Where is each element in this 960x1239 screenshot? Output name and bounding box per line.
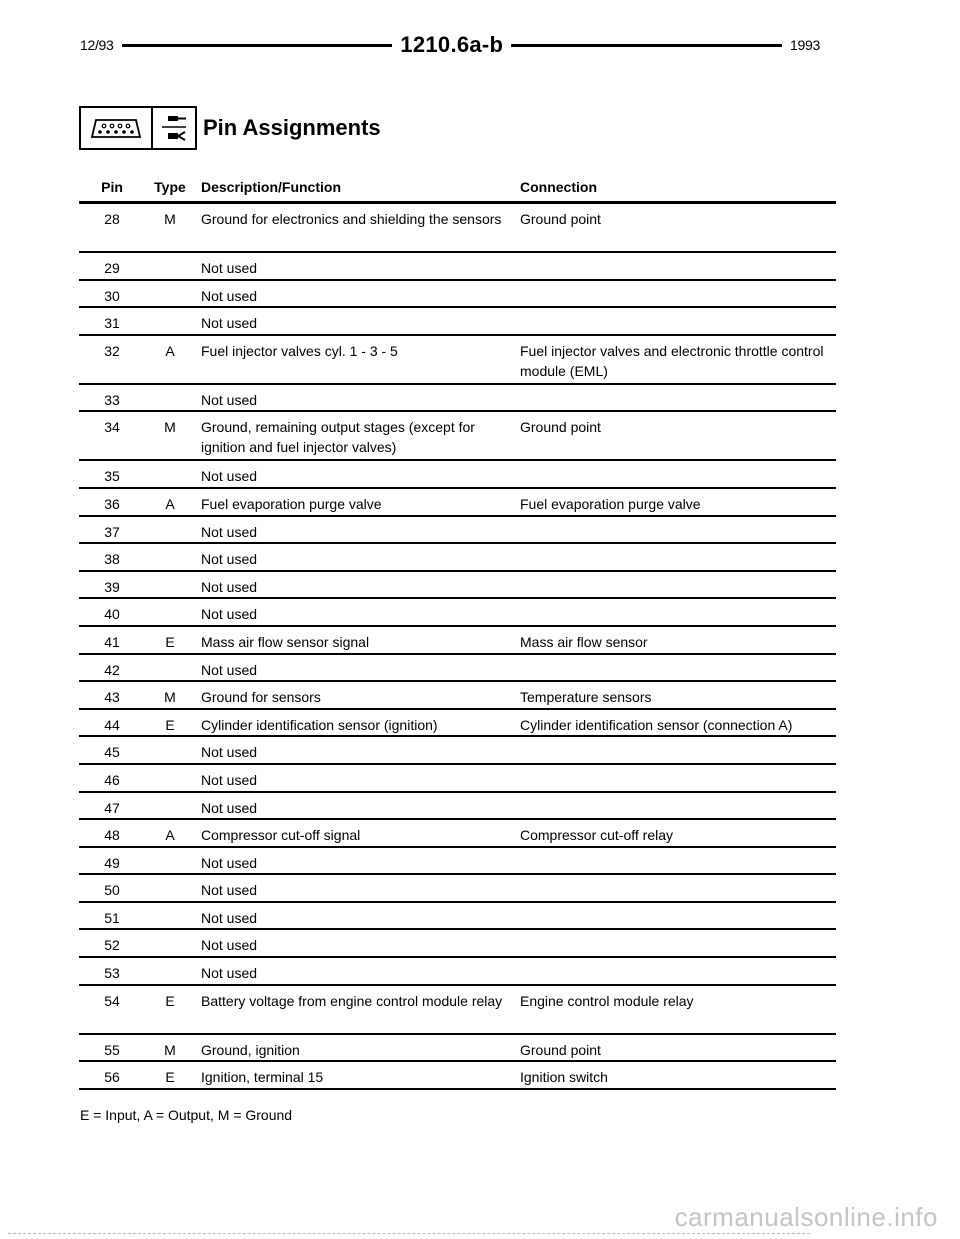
connection-cell: Cylinder identification sensor (connection A) — [520, 716, 793, 733]
description-cell: Fuel injector valves cyl. 1 - 3 - 5 — [201, 342, 398, 359]
pin-assignment-table — [79, 173, 836, 1090]
description-cell: Ground for sensors — [201, 689, 321, 706]
pin-cell: 30 — [104, 287, 120, 304]
pin-cell: 47 — [104, 799, 120, 816]
column-header-connection: Connection — [520, 179, 597, 195]
pin-cell: 34 — [104, 419, 120, 436]
pin-terminal-icon — [153, 108, 195, 148]
table-row — [79, 627, 836, 655]
description-cell: Ground, remaining output stages (except for ignition and fuel injector valves) — [201, 419, 475, 456]
table-row — [79, 930, 836, 958]
description-cell: Not used — [201, 799, 258, 816]
type-cell: M — [164, 1041, 176, 1058]
table-row — [79, 1035, 836, 1063]
description-cell: Not used — [201, 391, 258, 408]
table-row — [79, 1062, 836, 1090]
pin-cell: 40 — [104, 606, 120, 623]
table-row — [79, 875, 836, 903]
header-year: 1993 — [790, 37, 820, 53]
description-cell: Ignition, terminal 15 — [201, 1069, 324, 1086]
pin-cell: 37 — [104, 523, 120, 540]
table-row — [79, 253, 836, 281]
description-cell: Not used — [201, 468, 258, 485]
column-header-description: Description/Function — [201, 179, 341, 195]
pin-cell: 50 — [104, 882, 120, 899]
description-cell: Not used — [201, 909, 258, 926]
title-icon-box — [79, 106, 197, 150]
table-row — [79, 461, 836, 489]
pin-cell: 28 — [104, 211, 120, 227]
description-cell: Not used — [201, 606, 258, 623]
table-row — [79, 655, 836, 683]
table-row — [79, 517, 836, 545]
description-cell: Not used — [201, 260, 258, 276]
pin-cell: 56 — [104, 1069, 120, 1086]
connection-cell: Engine control module relay — [520, 992, 694, 1009]
pin-cell: 49 — [104, 854, 120, 871]
table-row — [79, 599, 836, 627]
pin-cell: 38 — [104, 551, 120, 568]
table-row — [79, 281, 836, 309]
pin-cell: 33 — [104, 391, 120, 408]
description-cell: Ground for electronics and shielding the sensors — [201, 211, 502, 227]
description-cell: Not used — [201, 315, 258, 332]
header-date: 12/93 — [80, 37, 114, 53]
page-header — [80, 30, 820, 60]
type-legend: E = Input, A = Output, M = Ground — [80, 1107, 293, 1123]
table-row — [79, 572, 836, 600]
table-row — [79, 544, 836, 572]
connection-cell: Ignition switch — [520, 1069, 608, 1086]
table-row — [79, 710, 836, 738]
pin-cell: 52 — [104, 937, 120, 954]
type-cell: E — [165, 992, 175, 1009]
connection-cell: Temperature sensors — [520, 689, 652, 706]
footer-rule — [8, 1233, 810, 1235]
table-row — [79, 793, 836, 821]
description-cell: Not used — [201, 965, 258, 982]
table-row — [79, 385, 836, 413]
table-row — [79, 958, 836, 986]
pin-cell: 42 — [104, 661, 120, 678]
type-cell: M — [164, 211, 176, 227]
pin-cell: 44 — [104, 716, 120, 733]
type-cell: M — [164, 689, 176, 706]
pin-cell: 46 — [104, 771, 120, 788]
pin-cell: 36 — [104, 495, 120, 512]
description-cell: Compressor cut-off signal — [201, 827, 361, 844]
table-row — [79, 308, 836, 336]
description-cell: Mass air flow sensor signal — [201, 633, 370, 650]
pin-cell: 55 — [104, 1041, 120, 1058]
table-row — [79, 204, 836, 253]
column-header-pin: Pin — [101, 179, 123, 195]
pin-cell: 48 — [104, 827, 120, 844]
type-cell: A — [165, 827, 175, 844]
description-cell: Fuel evaporation purge valve — [201, 495, 382, 512]
page-title: Pin Assignments — [203, 115, 381, 140]
type-cell: E — [165, 1069, 175, 1086]
table-row — [79, 737, 836, 765]
connection-cell: Fuel injector valves and electronic throttle control module (EML) — [520, 342, 824, 379]
type-cell: A — [165, 342, 175, 359]
description-cell: Not used — [201, 854, 258, 871]
header-rule-left — [122, 44, 393, 47]
type-cell: A — [165, 495, 175, 512]
description-cell: Not used — [201, 523, 258, 540]
description-cell: Battery voltage from engine control module relay — [201, 992, 503, 1009]
connection-cell: Mass air flow sensor — [520, 633, 648, 650]
table-row — [79, 765, 836, 793]
table-row — [79, 682, 836, 710]
connection-cell: Ground point — [520, 1041, 601, 1058]
header-rule-right — [511, 44, 782, 47]
description-cell: Not used — [201, 744, 258, 761]
connection-cell: Fuel evaporation purge valve — [520, 495, 701, 512]
column-header-type: Type — [154, 179, 186, 195]
pin-cell: 43 — [104, 689, 120, 706]
header-code: 1210.6a-b — [400, 32, 504, 57]
pin-cell: 32 — [104, 342, 120, 359]
pin-cell: 54 — [104, 992, 120, 1009]
type-cell: M — [164, 419, 176, 436]
description-cell: Cylinder identification sensor (ignition) — [201, 716, 438, 733]
description-cell: Not used — [201, 661, 258, 678]
pin-cell: 53 — [104, 965, 120, 982]
pin-cell: 51 — [104, 909, 120, 926]
table-header — [79, 173, 836, 204]
pin-cell: 29 — [104, 260, 120, 276]
description-cell: Not used — [201, 551, 258, 568]
table-row — [79, 489, 836, 517]
pin-cell: 31 — [104, 315, 120, 332]
table-row — [79, 820, 836, 848]
table-body — [79, 204, 836, 1090]
description-cell: Not used — [201, 937, 258, 954]
pin-cell: 45 — [104, 744, 120, 761]
description-cell: Not used — [201, 287, 258, 304]
description-cell: Not used — [201, 882, 258, 899]
pin-cell: 35 — [104, 468, 120, 485]
type-cell: E — [165, 716, 175, 733]
connection-cell: Compressor cut-off relay — [520, 827, 674, 844]
connection-cell: Ground point — [520, 211, 601, 227]
description-cell: Not used — [201, 578, 258, 595]
connection-cell: Ground point — [520, 419, 601, 436]
table-row — [79, 336, 836, 385]
table-row — [79, 848, 836, 876]
description-cell: Ground, ignition — [201, 1041, 300, 1058]
table-row — [79, 986, 836, 1035]
watermark: carmanualsonline.info — [674, 1202, 938, 1232]
section-title-row — [79, 106, 381, 150]
pin-cell: 39 — [104, 578, 120, 595]
type-cell: E — [165, 633, 175, 650]
table-row — [79, 412, 836, 461]
table-row — [79, 903, 836, 931]
connector-plug-icon — [81, 108, 153, 148]
pin-cell: 41 — [104, 633, 120, 650]
description-cell: Not used — [201, 771, 258, 788]
